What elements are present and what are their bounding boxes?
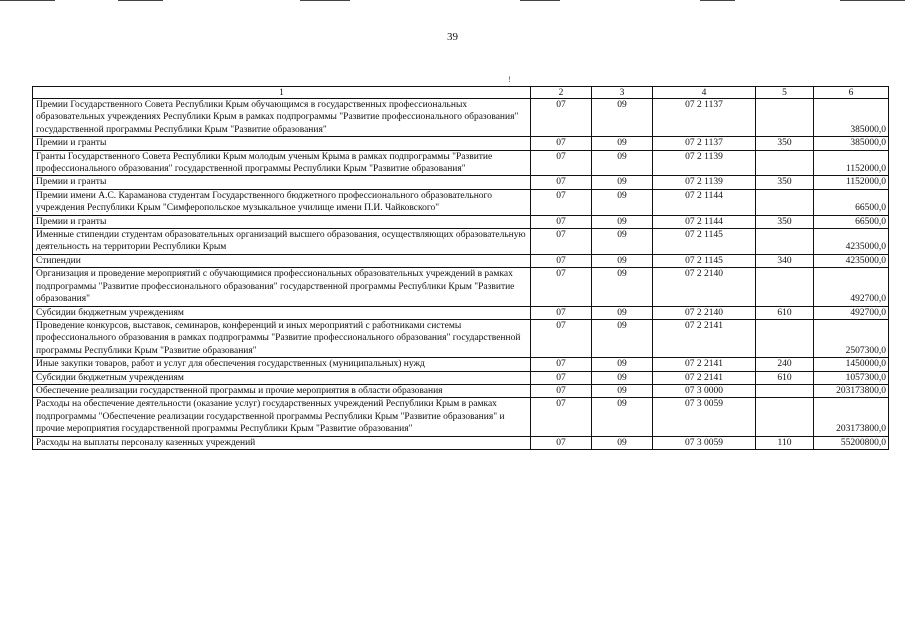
target-article-code: 07 2 2141 xyxy=(653,319,756,357)
target-article-code: 07 2 1137 xyxy=(653,99,756,137)
target-article-code: 07 2 1144 xyxy=(653,189,756,215)
table-row xyxy=(33,215,889,228)
expense-type-code: 610 xyxy=(756,371,814,384)
expense-name: Обеспечение реализации государственной программы и прочие мероприятия в области образования xyxy=(33,384,531,397)
expense-name: Премии и гранты xyxy=(33,137,531,150)
table-row xyxy=(33,176,889,189)
table-row xyxy=(33,189,889,215)
expense-type-code: 340 xyxy=(756,254,814,267)
column-header: 2 xyxy=(531,87,592,99)
scan-top-edge xyxy=(0,0,905,1)
amount-value: 203173800,0 xyxy=(814,384,889,397)
amount-value: 4235000,0 xyxy=(814,229,889,255)
expense-name: Субсидии бюджетным учреждениям xyxy=(33,306,531,319)
section-code: 07 xyxy=(531,371,592,384)
target-article-code: 07 2 2140 xyxy=(653,268,756,306)
amount-value: 66500,0 xyxy=(814,215,889,228)
target-article-code: 07 3 0059 xyxy=(653,398,756,436)
expense-name: Премии и гранты xyxy=(33,176,531,189)
amount-value: 385000,0 xyxy=(814,99,889,137)
expense-type-code xyxy=(756,384,814,397)
expense-type-code: 110 xyxy=(756,436,814,449)
header-row xyxy=(33,87,889,99)
section-code: 07 xyxy=(531,319,592,357)
amount-value: 1152000,0 xyxy=(814,176,889,189)
target-article-code: 07 2 1137 xyxy=(653,137,756,150)
table-row xyxy=(33,358,889,371)
table-row xyxy=(33,306,889,319)
table-row xyxy=(33,384,889,397)
expense-name: Иные закупки товаров, работ и услуг для обеспечения государственных (муниципальных) нужд xyxy=(33,358,531,371)
subsection-code: 09 xyxy=(592,436,653,449)
subsection-code: 09 xyxy=(592,306,653,319)
subsection-code: 09 xyxy=(592,176,653,189)
section-code: 07 xyxy=(531,229,592,255)
expense-type-code: 240 xyxy=(756,358,814,371)
target-article-code: 07 2 1145 xyxy=(653,229,756,255)
expense-name: Премии и гранты xyxy=(33,215,531,228)
column-header: 4 xyxy=(653,87,756,99)
table-row xyxy=(33,99,889,137)
table-row xyxy=(33,371,889,384)
amount-value: 385000,0 xyxy=(814,137,889,150)
table-row xyxy=(33,254,889,267)
table-row xyxy=(33,268,889,306)
amount-value: 4235000,0 xyxy=(814,254,889,267)
expense-type-code xyxy=(756,150,814,176)
section-code: 07 xyxy=(531,176,592,189)
section-code: 07 xyxy=(531,137,592,150)
target-article-code: 07 3 0000 xyxy=(653,384,756,397)
amount-value: 55200800,0 xyxy=(814,436,889,449)
target-article-code: 07 3 0059 xyxy=(653,436,756,449)
expense-name: Проведение конкурсов, выставок, семинаров, конференций и иных мероприятий с работниками системы профессионального образования в рамках подпрограммы "Развитие профессионального образования" государственной программы Республики Крым "Развитие образования" xyxy=(33,319,531,357)
subsection-code: 09 xyxy=(592,215,653,228)
amount-value: 492700,0 xyxy=(814,268,889,306)
target-article-code: 07 2 1145 xyxy=(653,254,756,267)
target-article-code: 07 2 1139 xyxy=(653,176,756,189)
subsection-code: 09 xyxy=(592,150,653,176)
expense-name: Стипендии xyxy=(33,254,531,267)
expense-type-code: 350 xyxy=(756,215,814,228)
table-row xyxy=(33,150,889,176)
table-row xyxy=(33,398,889,436)
expense-type-code xyxy=(756,229,814,255)
expense-name: Расходы на обеспечение деятельности (оказание услуг) государственных учреждений Республики Крым в рамках подпрограммы "Обеспечение реализации государственной программы Республики Крым "Развитие образования" и прочие мероприятия государственной программы Республики Крым "Развитие образования" xyxy=(33,398,531,436)
table-row xyxy=(33,137,889,150)
scan-mark: ǃ xyxy=(508,75,511,84)
expense-name: Организация и проведение мероприятий с обучающимися профессиональных образовательных учреждений в рамках подпрограммы "Развитие профессионального образования" государственной программы Республики Крым "Развитие образования" xyxy=(33,268,531,306)
section-code: 07 xyxy=(531,150,592,176)
subsection-code: 09 xyxy=(592,268,653,306)
expense-name: Расходы на выплаты персоналу казенных учреждений xyxy=(33,436,531,449)
amount-value: 1450000,0 xyxy=(814,358,889,371)
target-article-code: 07 2 1139 xyxy=(653,150,756,176)
expense-type-code xyxy=(756,319,814,357)
expense-name: Премии имени А.С. Караманова студентам Государственного бюджетного профессионального образовательного учреждения Республики Крым "Симферопольское музыкальное училище имени П.И. Чайковского" xyxy=(33,189,531,215)
expense-name: Субсидии бюджетным учреждениям xyxy=(33,371,531,384)
amount-value: 1152000,0 xyxy=(814,150,889,176)
table-row xyxy=(33,319,889,357)
subsection-code: 09 xyxy=(592,358,653,371)
amount-value: 203173800,0 xyxy=(814,398,889,436)
target-article-code: 07 2 1144 xyxy=(653,215,756,228)
subsection-code: 09 xyxy=(592,99,653,137)
target-article-code: 07 2 2141 xyxy=(653,371,756,384)
column-header: 5 xyxy=(756,87,814,99)
table-row xyxy=(33,436,889,449)
subsection-code: 09 xyxy=(592,371,653,384)
subsection-code: 09 xyxy=(592,189,653,215)
target-article-code: 07 2 2141 xyxy=(653,358,756,371)
section-code: 07 xyxy=(531,384,592,397)
section-code: 07 xyxy=(531,254,592,267)
page-number: 39 xyxy=(447,31,458,43)
column-header: 6 xyxy=(814,87,889,99)
section-code: 07 xyxy=(531,215,592,228)
expense-type-code xyxy=(756,398,814,436)
subsection-code: 09 xyxy=(592,137,653,150)
budget-table xyxy=(32,86,889,450)
expense-type-code xyxy=(756,99,814,137)
target-article-code: 07 2 2140 xyxy=(653,306,756,319)
expense-name: Именные стипендии студентам образовательных организаций высшего образования, осуществляющих образовательную деятельность на территории Республики Крым xyxy=(33,229,531,255)
section-code: 07 xyxy=(531,398,592,436)
subsection-code: 09 xyxy=(592,384,653,397)
amount-value: 66500,0 xyxy=(814,189,889,215)
section-code: 07 xyxy=(531,358,592,371)
section-code: 07 xyxy=(531,189,592,215)
section-code: 07 xyxy=(531,99,592,137)
section-code: 07 xyxy=(531,306,592,319)
subsection-code: 09 xyxy=(592,398,653,436)
expense-type-code xyxy=(756,268,814,306)
amount-value: 1057300,0 xyxy=(814,371,889,384)
section-code: 07 xyxy=(531,268,592,306)
expense-type-code: 350 xyxy=(756,137,814,150)
amount-value: 492700,0 xyxy=(814,306,889,319)
subsection-code: 09 xyxy=(592,254,653,267)
amount-value: 2507300,0 xyxy=(814,319,889,357)
subsection-code: 09 xyxy=(592,319,653,357)
expense-type-code: 610 xyxy=(756,306,814,319)
column-header: 3 xyxy=(592,87,653,99)
expense-name: Гранты Государственного Совета Республики Крым молодым ученым Крыма в рамках подпрограммы "Развитие профессионального образования" государственной программы Республики Крым "Развитие образования" xyxy=(33,150,531,176)
expense-name: Премии Государственного Совета Республики Крым обучающимся в государственных профессиональных образовательных учреждениях Республики Крым в рамках подпрограммы "Развитие профессионального образования" государственной программы Республики Крым "Развитие образования" xyxy=(33,99,531,137)
column-header: 1 xyxy=(33,87,531,99)
subsection-code: 09 xyxy=(592,229,653,255)
table-row xyxy=(33,229,889,255)
expense-type-code xyxy=(756,189,814,215)
section-code: 07 xyxy=(531,436,592,449)
expense-type-code: 350 xyxy=(756,176,814,189)
